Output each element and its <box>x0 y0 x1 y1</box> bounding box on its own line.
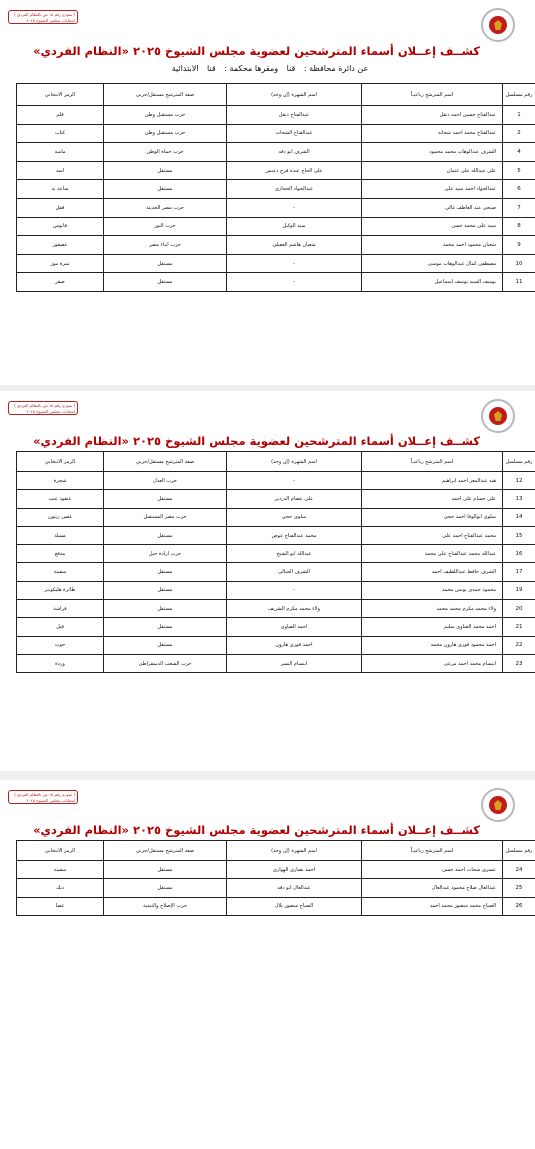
cell-serial: 11 <box>503 273 535 292</box>
cell-status: حزب مصر الحديثة <box>104 198 227 217</box>
cell-name: ابتسام محمد احمد مرعى <box>362 654 503 672</box>
cell-status: حزب ابناء مصر <box>104 236 227 255</box>
column-header-serial: رقم مسلسل <box>503 452 535 472</box>
cell-serial: 13 <box>503 490 535 508</box>
cell-name: سلوى ابوالوفا احمد حجى <box>362 508 503 526</box>
cell-symbol: فانوس <box>17 217 104 236</box>
cell-symbol: طائرة هليكوبتر <box>17 581 104 599</box>
cell-fame: على الحاج عبده فرج دعبس <box>227 161 362 180</box>
cell-fame: - <box>227 472 362 490</box>
cell-name: ولاء محمد مكرم محمد محمد <box>362 600 503 618</box>
table-row <box>17 143 535 162</box>
form-box-line2: انتخابات مجلس الشيوخ ٢٠٢٥ <box>26 18 75 23</box>
table-row <box>17 545 535 563</box>
table-row <box>17 198 535 217</box>
cell-name: صبحى عبد العاطف غالى <box>362 198 503 217</box>
cell-symbol: حوت <box>17 636 104 654</box>
cell-fame: الشرف ابو دقه <box>227 143 362 162</box>
candidates-table <box>16 83 535 292</box>
cell-name: على عبدالله على عثمان <box>362 161 503 180</box>
column-header-status: صفة المترشح مستقل/حزبي <box>104 84 227 106</box>
cell-fame: عبدالعال ابو دقه <box>227 879 362 897</box>
cell-name: احمد محمد الصاوى سليم <box>362 618 503 636</box>
cell-serial: 5 <box>503 161 535 180</box>
cell-serial: 24 <box>503 861 535 879</box>
cell-symbol: قلم <box>17 106 104 125</box>
cell-fame: - <box>227 273 362 292</box>
page-title: كشــف إعــلان أسماء المترشحين لعضوية مجلس الشيوخ ٢٠٢٥ «النظام الفردي» <box>33 44 480 58</box>
column-header-serial: رقم مسلسل <box>503 841 535 861</box>
cell-symbol: عنقود عنب <box>17 490 104 508</box>
table-row <box>17 618 535 636</box>
cell-name: يوسف السيد يوسف اسماعيل <box>362 273 503 292</box>
cell-serial: 16 <box>503 545 535 563</box>
cell-name: محمود حمدى يونس محمد <box>362 581 503 599</box>
cell-serial: 20 <box>503 600 535 618</box>
column-header-symbol: الرمز الانتخابي <box>17 452 104 472</box>
cell-symbol: سفينة <box>17 861 104 879</box>
column-header-status: صفة المترشح مستقل/حزبي <box>104 452 227 472</box>
cell-status: حزب الشعب الديمقراطى <box>104 654 227 672</box>
cell-status: حزب مستقبل وطن <box>104 124 227 143</box>
cell-symbol: كتاب <box>17 124 104 143</box>
form-box-line2: انتخابات مجلس الشيوخ ٢٠٢٥ <box>26 798 75 803</box>
cell-symbol: مسلة <box>17 526 104 544</box>
page-title: كشــف إعــلان أسماء المترشحين لعضوية مجلس الشيوخ ٢٠٢٥ «النظام الفردي» <box>33 823 480 837</box>
cell-symbol: مدفع <box>17 545 104 563</box>
cell-status: مستقل <box>104 161 227 180</box>
cell-serial: 1 <box>503 106 535 125</box>
egypt-emblem-icon <box>481 399 515 433</box>
cell-serial: 2 <box>503 124 535 143</box>
cell-name: هبه عبدالمعز احمد ابراهيم <box>362 472 503 490</box>
document-page-2 <box>0 391 535 771</box>
table-row <box>17 180 535 199</box>
cell-symbol: عصفور <box>17 236 104 255</box>
column-header-name: اسم المترشح رباعيـاً <box>362 84 503 106</box>
cell-fame: عبدالفتاح الشحات <box>227 124 362 143</box>
district-label: عن دائرة محافظة : <box>303 64 369 73</box>
court-label: ومقرها محكمة : <box>224 64 279 73</box>
cell-status: حزب حماة الوطن <box>104 143 227 162</box>
table-row <box>17 124 535 143</box>
cell-status: مستقل <box>104 636 227 654</box>
table-row <box>17 161 535 180</box>
cell-status: حزب الإصلاح والتنمية <box>104 897 227 915</box>
table-row <box>17 563 535 581</box>
cell-status: مستقل <box>104 861 227 879</box>
cell-fame: عبدالله ابو الشيخ <box>227 545 362 563</box>
form-box-line2: انتخابات مجلس الشيوخ ٢٠٢٥ <box>26 409 75 414</box>
cell-fame: - <box>227 254 362 273</box>
form-number-box <box>8 10 78 24</box>
cell-status: مستقل <box>104 581 227 599</box>
table-row <box>17 217 535 236</box>
table-row <box>17 508 535 526</box>
cell-serial: 8 <box>503 217 535 236</box>
cell-symbol: ديك <box>17 879 104 897</box>
cell-fame: احمد فوزى هارون <box>227 636 362 654</box>
column-header-fame: اسم الشهرة (إن وجد) <box>227 452 362 472</box>
cell-status: حزب مستقبل وطن <box>104 106 227 125</box>
court-value: قنا <box>207 64 216 73</box>
column-header-symbol: الرمز الانتخابي <box>17 841 104 861</box>
cell-serial: 23 <box>503 654 535 672</box>
table-row <box>17 273 535 292</box>
cell-name: محمد عبدالفتاح احمد على <box>362 526 503 544</box>
cell-name: الشرف حافظ عبداللطيف احمد <box>362 563 503 581</box>
cell-name: عسرى شحات احمد حسن <box>362 861 503 879</box>
cell-name: عبدالله محمد عبدالفتاح على محمد <box>362 545 503 563</box>
cell-serial: 4 <box>503 143 535 162</box>
cell-status: مستقل <box>104 618 227 636</box>
table-header-row <box>17 452 535 472</box>
form-box-line1: ( نموذج رقم ١٥ ش بالنظام الفردي ) <box>14 403 75 408</box>
cell-symbol: عصا <box>17 897 104 915</box>
cell-name: على حسام على احمد <box>362 490 503 508</box>
form-box-line1: ( نموذج رقم ١٥ ش بالنظام الفردي ) <box>14 792 75 797</box>
column-header-serial: رقم مسلسل <box>503 84 535 106</box>
district-value: قنا <box>286 64 296 73</box>
column-header-status: صفة المترشح مستقل/حزبي <box>104 841 227 861</box>
cell-serial: 14 <box>503 508 535 526</box>
cell-symbol: فراشة <box>17 600 104 618</box>
cell-serial: 12 <box>503 472 535 490</box>
cell-symbol: غصن زيتون <box>17 508 104 526</box>
cell-fame: - <box>227 581 362 599</box>
district-subtitle <box>120 64 420 73</box>
cell-status: حزب النور <box>104 217 227 236</box>
cell-symbol: ثمرة موز <box>17 254 104 273</box>
cell-serial: 6 <box>503 180 535 199</box>
table-row <box>17 254 535 273</box>
cell-symbol: شجرة <box>17 472 104 490</box>
column-header-name: اسم المترشح رباعيـاً <box>362 841 503 861</box>
table-row <box>17 861 535 879</box>
cell-fame: الشرف الجبالى <box>227 563 362 581</box>
cell-name: الشرف عبدالوهاب محمد محمود <box>362 143 503 162</box>
egypt-emblem-icon <box>481 788 515 822</box>
cell-serial: 10 <box>503 254 535 273</box>
cell-fame: الصباح منصور بلال <box>227 897 362 915</box>
cell-symbol: ساعة يد <box>17 180 104 199</box>
cell-fame: على عصام الدردير <box>227 490 362 508</box>
cell-symbol: ماسة <box>17 143 104 162</box>
table-row <box>17 236 535 255</box>
cell-name: سيد على محمد حسن <box>362 217 503 236</box>
cell-fame: ولاء محمد مكرم الشريف <box>227 600 362 618</box>
table-header-row <box>17 841 535 861</box>
document-page-1 <box>0 0 535 385</box>
table-row <box>17 106 535 125</box>
cell-name: احمد محمود فوزى هارون محمد <box>362 636 503 654</box>
table-row <box>17 654 535 672</box>
cell-status: مستقل <box>104 180 227 199</box>
cell-serial: 17 <box>503 563 535 581</box>
cell-fame: احمد نصارى الهوارى <box>227 861 362 879</box>
cell-serial: 21 <box>503 618 535 636</box>
table-row <box>17 600 535 618</box>
column-header-symbol: الرمز الانتخابي <box>17 84 104 106</box>
cell-status: مستقل <box>104 600 227 618</box>
cell-symbol: قفل <box>17 198 104 217</box>
cell-name: الصباح محمد منصور محمد احمد <box>362 897 503 915</box>
cell-fame: احمد الصاوى <box>227 618 362 636</box>
cell-serial: 7 <box>503 198 535 217</box>
cell-name: عبدالجواد احمد سيد على <box>362 180 503 199</box>
cell-status: حزب مصر المستقبل <box>104 508 227 526</box>
court-type: الابتدائية <box>171 64 199 73</box>
cell-serial: 25 <box>503 879 535 897</box>
cell-status: حزب ارادة جيل <box>104 545 227 563</box>
table-row <box>17 879 535 897</box>
table-header-row <box>17 84 535 106</box>
table-row <box>17 490 535 508</box>
table-row <box>17 636 535 654</box>
cell-symbol: اسد <box>17 161 104 180</box>
cell-name: عبدالعال صلاح محمود عبدالعال <box>362 879 503 897</box>
cell-fame: عبدالجواد الحجازى <box>227 180 362 199</box>
cell-serial: 9 <box>503 236 535 255</box>
cell-fame: شعبان هاشم العقيلى <box>227 236 362 255</box>
column-header-fame: اسم الشهرة (إن وجد) <box>227 841 362 861</box>
egypt-emblem-icon <box>481 8 515 42</box>
form-number-box <box>8 401 78 415</box>
cell-serial: 22 <box>503 636 535 654</box>
cell-fame: سيد الوكيل <box>227 217 362 236</box>
cell-status: حزب العدل <box>104 472 227 490</box>
cell-fame: محمد عبدالفتاح عوض <box>227 526 362 544</box>
form-number-box <box>8 790 78 804</box>
cell-serial: 19 <box>503 581 535 599</box>
cell-serial: 15 <box>503 526 535 544</box>
form-box-line1: ( نموذج رقم ١٥ ش بالنظام الفردي ) <box>14 12 75 17</box>
document-page-3 <box>0 780 535 1149</box>
column-header-fame: اسم الشهرة (إن وجد) <box>227 84 362 106</box>
candidates-table <box>16 451 535 673</box>
page-title: كشــف إعــلان أسماء المترشحين لعضوية مجلس الشيوخ ٢٠٢٥ «النظام الفردي» <box>33 434 480 448</box>
cell-fame: - <box>227 198 362 217</box>
cell-status: مستقل <box>104 490 227 508</box>
candidates-table <box>16 840 535 916</box>
cell-serial: 26 <box>503 897 535 915</box>
cell-symbol: فيل <box>17 618 104 636</box>
cell-name: عبدالفتاح حسين احمد دنقل <box>362 106 503 125</box>
cell-name: مصطفى كمال عبدالوهاب موسى <box>362 254 503 273</box>
cell-name: شعبان محمود احمد محمد <box>362 236 503 255</box>
cell-fame: عبدالفتاح دنقل <box>227 106 362 125</box>
cell-symbol: سفينة <box>17 563 104 581</box>
cell-status: مستقل <box>104 526 227 544</box>
cell-symbol: وردة <box>17 654 104 672</box>
cell-symbol: صقر <box>17 273 104 292</box>
table-row <box>17 526 535 544</box>
table-row <box>17 897 535 915</box>
cell-name: عبدالفتاح محمد احمد شحاته <box>362 124 503 143</box>
cell-status: مستقل <box>104 879 227 897</box>
cell-status: مستقل <box>104 254 227 273</box>
cell-fame: سلوى حجى <box>227 508 362 526</box>
cell-fame: ابتسام النسر <box>227 654 362 672</box>
cell-status: مستقل <box>104 563 227 581</box>
table-row <box>17 472 535 490</box>
column-header-name: اسم المترشح رباعيـاً <box>362 452 503 472</box>
table-row <box>17 581 535 599</box>
cell-status: مستقل <box>104 273 227 292</box>
